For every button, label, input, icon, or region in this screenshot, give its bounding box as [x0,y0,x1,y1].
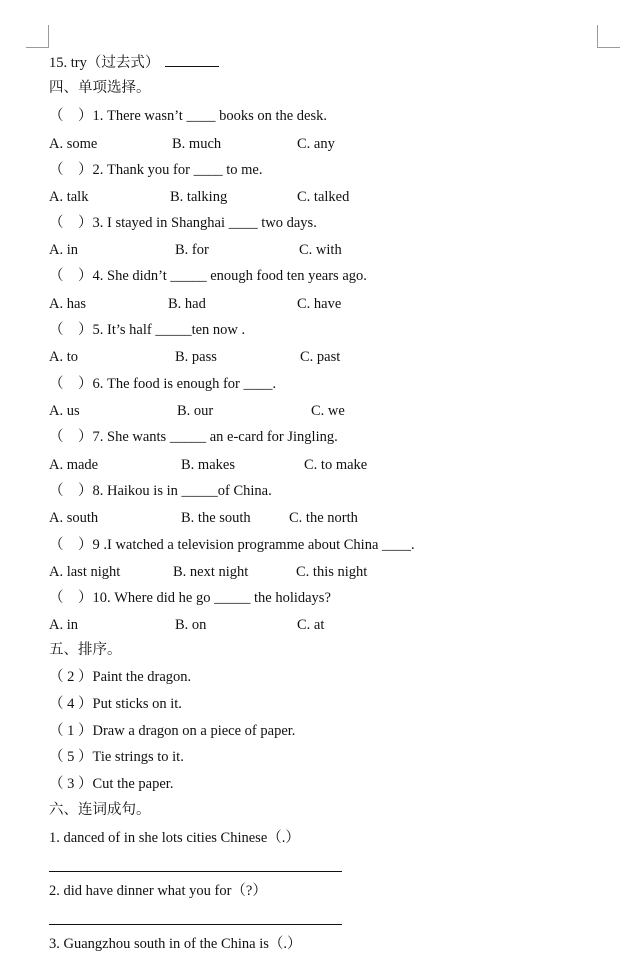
option-b: B. talking [170,189,228,205]
section-5-title: 五、排序。 [49,642,122,658]
section-6-title: 六、连词成句。 [49,802,151,818]
question-stem: （ ）8. Haikou is in _____of China. [49,483,272,499]
question-stem: （ ）4. She didn’t _____ enough food ten years ago. [49,268,367,284]
option-a: A. to [49,349,78,365]
option-a: A. last night [49,564,121,580]
option-b: B. our [177,403,214,419]
option-a: A. has [49,296,87,312]
question-stem: （ ）6. The food is enough for ____. [49,376,277,392]
answer-line [49,924,342,925]
option-c: C. this night [296,564,368,580]
option-b: B. makes [181,457,235,473]
option-c: C. talked [297,189,350,205]
item-15-blank [165,52,219,67]
section-4-title: 四、单项选择。 [49,80,151,96]
list-item: 1. danced of in she lots cities Chinese（.） [49,830,300,846]
option-b: B. the south [181,510,251,526]
option-a: A. talk [49,189,89,205]
option-c: C. we [311,403,345,419]
option-c: C. with [299,242,342,258]
item-15-text: 15. try（过去式） [49,55,160,71]
answer-line [49,871,342,872]
question-stem: （ ）3. I stayed in Shanghai ____ two days. [49,215,317,231]
question-stem: （ ）1. There wasn’t ____ books on the desk. [49,108,328,124]
question-stem: （ ）9 .I watched a television programme about China ____. [49,537,415,553]
list-item: （ 5 ）Tie strings to it. [49,749,184,765]
option-c: C. the north [289,510,358,526]
option-a: A. south [49,510,99,526]
list-item: （ 2 ）Paint the dragon. [49,669,192,685]
option-b: B. for [175,242,209,258]
option-b: B. much [172,136,222,152]
list-item: 3. Guangzhou south in of the China is（.） [49,936,302,952]
page-corner-mark-right [597,25,620,48]
option-c: C. at [297,617,325,633]
option-b: B. had [168,296,206,312]
question-stem: （ ）10. Where did he go _____ the holidays? [49,590,331,606]
option-a: A. us [49,403,80,419]
option-a: A. made [49,457,99,473]
option-a: A. in [49,617,78,633]
option-c: C. have [297,296,342,312]
option-b: B. next night [173,564,249,580]
option-c: C. any [297,136,335,152]
list-item: （ 3 ）Cut the paper. [49,776,174,792]
page-corner-mark-left [26,25,49,48]
option-b: B. on [175,617,207,633]
option-a: A. some [49,136,98,152]
option-b: B. pass [175,349,217,365]
item-15 [49,52,219,73]
question-stem: （ ）7. She wants _____ an e-card for Jingling. [49,429,338,445]
list-item: 2. did have dinner what you for（?） [49,883,267,899]
option-c: C. to make [304,457,368,473]
option-c: C. past [300,349,341,365]
list-item: （ 4 ）Put sticks on it. [49,696,182,712]
list-item: （ 1 ）Draw a dragon on a piece of paper. [49,723,296,739]
question-stem: （ ）2. Thank you for ____ to me. [49,162,263,178]
question-stem: （ ）5. It’s half _____ten now . [49,322,246,338]
option-a: A. in [49,242,78,258]
